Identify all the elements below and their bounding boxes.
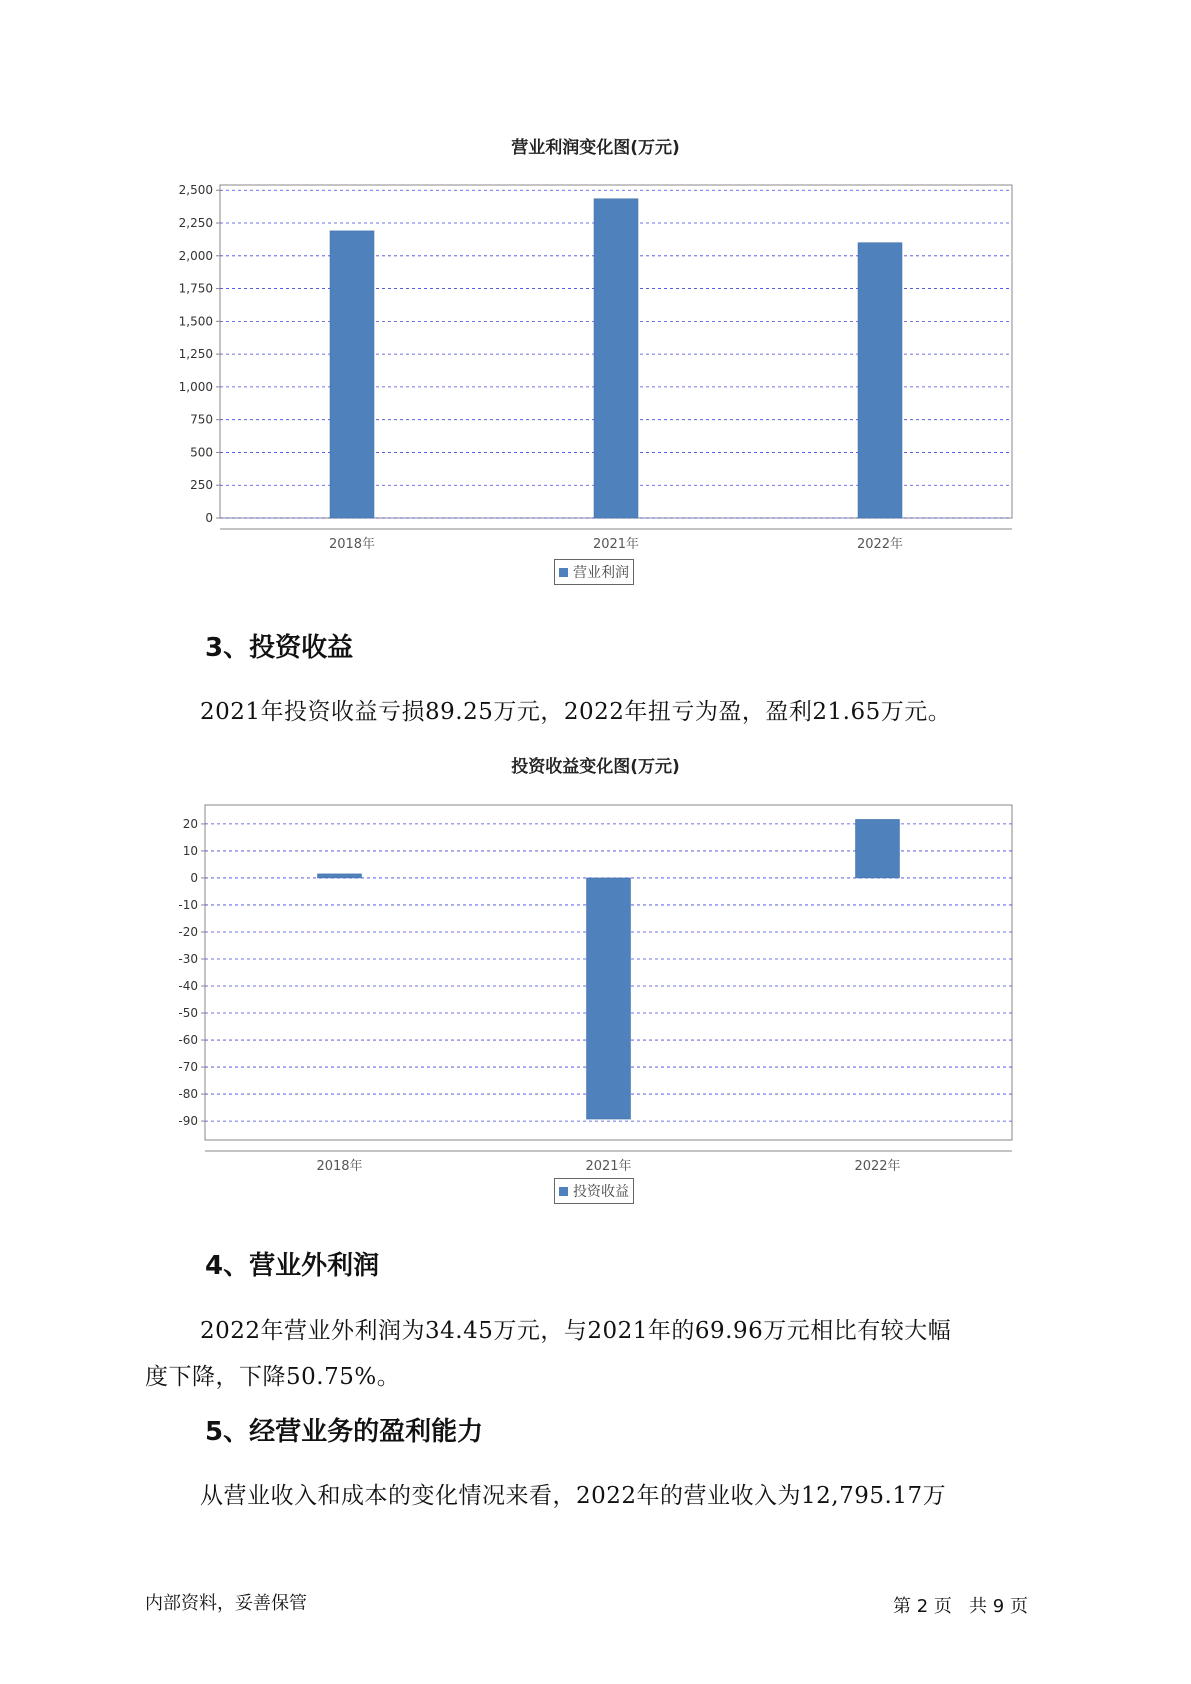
- y-tick-label: -30: [178, 951, 198, 966]
- x-tick-label: 2022年: [856, 537, 904, 552]
- y-tick-label: 500: [190, 445, 213, 460]
- y-tick-label: -60: [178, 1033, 198, 1048]
- paragraph-line: 度下降，下降50.75%。: [145, 1364, 401, 1390]
- chart2-legend-label: 投资收益: [573, 1184, 629, 1200]
- y-tick-label: 0: [205, 511, 213, 525]
- chart1-title: 营业利润变化图(万元): [511, 138, 680, 158]
- x-tick-label: 2018年: [328, 537, 376, 552]
- y-tick-label: 1,000: [178, 379, 213, 394]
- x-tick-label: 2018年: [316, 1159, 363, 1174]
- section-heading-non-operating-profit: 4、营业外利润: [205, 1251, 380, 1281]
- y-tick-label: 250: [190, 478, 213, 493]
- paragraph-line: 2021年投资收益亏损89.25万元，2022年扭亏为盈，盈利21.65万元。: [200, 699, 952, 725]
- legend-swatch: [559, 1187, 568, 1196]
- y-tick-label: -80: [178, 1087, 198, 1102]
- y-tick-label: 1,500: [178, 314, 213, 329]
- bar: [318, 874, 362, 878]
- y-tick-label: 0: [190, 870, 198, 885]
- y-tick-label: -50: [178, 1006, 198, 1021]
- footer-confidential-note: 内部资料，妥善保管: [145, 1593, 307, 1614]
- x-tick-label: 2021年: [592, 537, 640, 552]
- paragraph-line: 从营业收入和成本的变化情况来看，2022年的营业收入为12,795.17万: [200, 1483, 947, 1509]
- paragraph-line: 2022年营业外利润为34.45万元，与2021年的69.96万元相比有较大幅: [200, 1318, 952, 1344]
- y-tick-label: 2,250: [178, 216, 213, 231]
- y-tick-label: 1,250: [178, 347, 213, 362]
- chart2-title: 投资收益变化图(万元): [511, 757, 680, 777]
- chart2-legend: [554, 1178, 634, 1204]
- section-heading-profitability: 5、经营业务的盈利能力: [205, 1417, 484, 1447]
- x-tick-label: 2022年: [854, 1159, 901, 1174]
- y-tick-label: -70: [178, 1060, 198, 1075]
- y-tick-label: 750: [190, 412, 213, 427]
- bar: [587, 878, 631, 1119]
- section-heading-investment-income: 3、投资收益: [205, 633, 354, 663]
- y-tick-label: -40: [178, 979, 198, 994]
- y-tick-label: 2,000: [178, 248, 213, 263]
- x-tick-label: 2021年: [585, 1159, 632, 1174]
- y-tick-label: -20: [178, 924, 198, 939]
- y-tick-label: 10: [182, 843, 198, 858]
- y-tick-label: -10: [178, 897, 198, 912]
- y-tick-label: 2,500: [178, 183, 213, 198]
- y-tick-label: -90: [178, 1114, 198, 1129]
- footer-page-number: 第 2 页 共 9 页: [893, 1596, 1028, 1617]
- y-tick-label: 20: [182, 816, 198, 831]
- chart1-legend-label: 营业利润: [573, 565, 629, 581]
- y-tick-label: 1,750: [178, 281, 213, 296]
- bar: [856, 819, 900, 877]
